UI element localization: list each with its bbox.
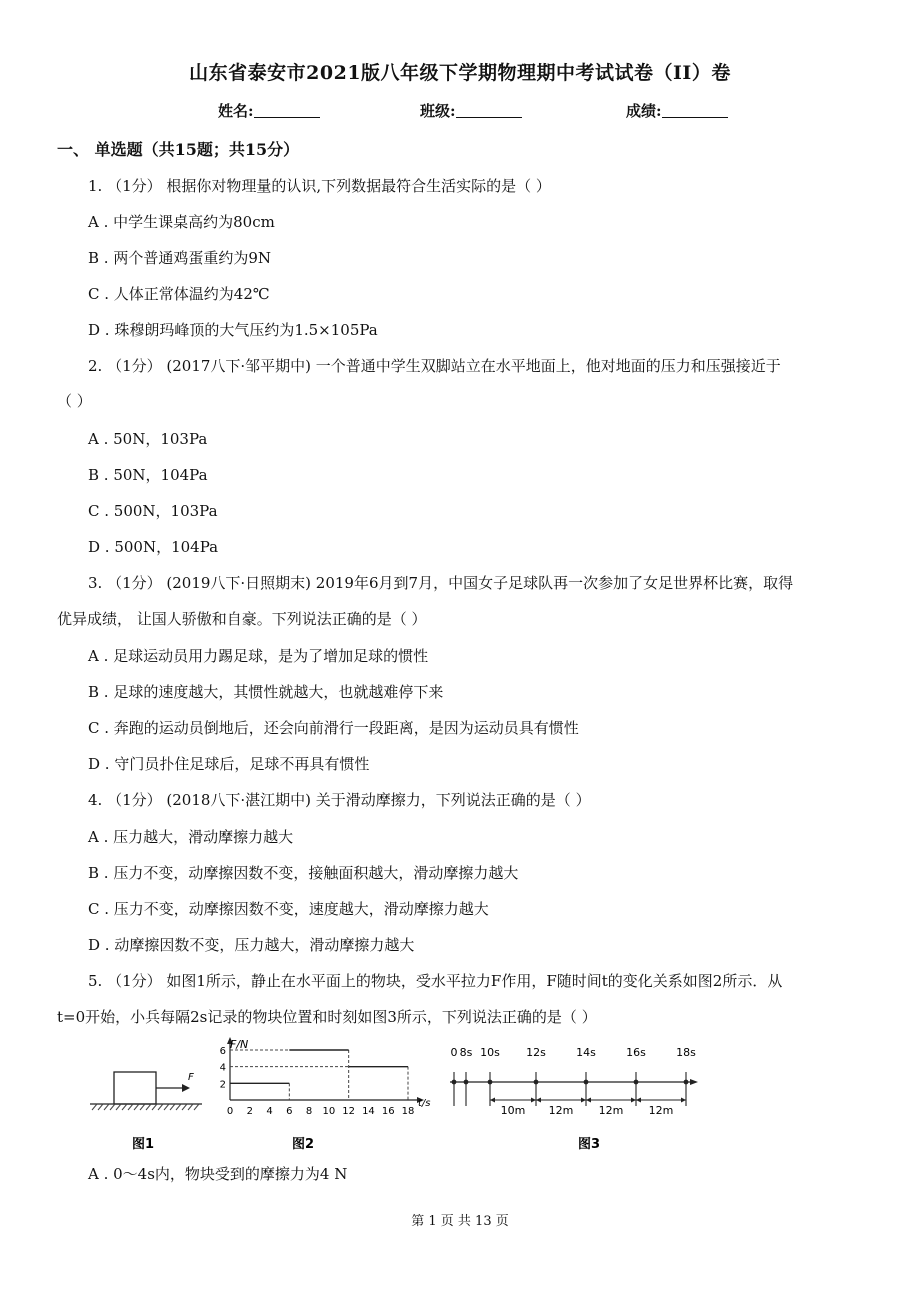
y-tick-label: 4 — [219, 1062, 226, 1074]
question-3-option-b: B . 足球的速度越大，其惯性就越大，也就越难停下来 — [88, 683, 444, 701]
figure-3 — [444, 1036, 706, 1156]
question-1-stem: 1. （1分） 根据你对物理量的认识,下列数据最符合生活实际的是（ ） — [88, 177, 551, 195]
y-tick-label: 2 — [219, 1079, 226, 1091]
x-axis-label: t/s — [418, 1098, 431, 1109]
class-field — [420, 100, 522, 121]
question-3-option-d: D . 守门员扑住足球后，足球不再具有惯性 — [88, 755, 370, 773]
question-2-stem-cont: （ ） — [57, 392, 92, 410]
x-tick-label: 12 — [342, 1106, 356, 1117]
bracket-arrow-left — [586, 1098, 591, 1103]
question-2-option-a: A . 50N，103Pa — [88, 430, 208, 448]
bracket-arrow-right — [531, 1098, 536, 1103]
class-label: 班级: — [420, 102, 456, 120]
bracket-arrow-left — [490, 1098, 495, 1103]
x-tick-label: 8 — [305, 1106, 313, 1117]
time-label: 8s — [459, 1046, 473, 1059]
question-2-option-b: B . 50N，104Pa — [88, 466, 208, 484]
position-dot — [488, 1080, 493, 1085]
chart-tick-labels — [220, 1046, 415, 1117]
x-tick-label: 6 — [286, 1106, 293, 1117]
question-5-option-a: A . 0～4s内，物块受到的摩擦力为4 N — [88, 1165, 348, 1183]
x-tick-label: 10 — [322, 1106, 336, 1117]
bracket-arrow-right — [631, 1098, 636, 1103]
question-4-option-a: A . 压力越大，滑动摩擦力越大 — [88, 828, 294, 846]
question-2-option-c: C . 500N，103Pa — [88, 502, 218, 520]
question-5-stem: 5. （1分） 如图1所示，静止在水平面上的物块，受水平拉力F作用，F随时间t的变化关系如图2所示．从 — [88, 972, 783, 990]
time-label: 12s — [526, 1046, 546, 1059]
figure-2-chart — [208, 1036, 433, 1156]
x-tick-label: 14 — [362, 1106, 375, 1117]
distance-label: 12m — [598, 1104, 624, 1117]
force-arrow-head — [182, 1084, 190, 1092]
question-1-option-b: B . 两个普通鸡蛋重约为9N — [88, 249, 271, 267]
score-label: 成绩: — [626, 102, 662, 120]
score-blank — [662, 103, 728, 118]
position-dot — [584, 1080, 589, 1085]
page-title: 山东省泰安市2021版八年级下学期物理期中考试试卷（II）卷 — [189, 62, 731, 84]
question-1-option-d: D . 珠穆朗玛峰顶的大气压约为1.5×105Pa — [88, 321, 378, 339]
bracket-arrow-right — [681, 1098, 686, 1103]
question-3-stem-cont: 优异成绩， 让国人骄傲和自豪。下列说法正确的是（ ） — [57, 610, 427, 628]
question-2-option-d: D . 500N，104Pa — [88, 538, 219, 556]
distance-label: 10m — [500, 1104, 526, 1117]
page-footer: 第 1 页 共 13 页 — [411, 1214, 509, 1229]
question-5-stem-cont: t=0开始，小兵每隔2s记录的物块位置和时刻如图3所示，下列说法正确的是（ ） — [57, 1008, 597, 1026]
block — [114, 1072, 156, 1104]
question-4-option-c: C . 压力不变，动摩擦因数不变，速度越大，滑动摩擦力越大 — [88, 900, 489, 918]
score-field — [626, 100, 728, 121]
chart-guide-lines — [230, 1050, 408, 1100]
x-tick-label: 18 — [401, 1106, 415, 1117]
x-tick-label: 2 — [246, 1106, 253, 1117]
question-3-stem: 3. （1分） (2019八下·日照期末) 2019年6月到7月，中国女子足球队再一次参加了女足世界杯比赛，取得 — [88, 574, 794, 592]
question-2-stem: 2. （1分） (2017八下·邹平期中) 一个普通中学生双脚站立在水平地面上，他对地面的压力和压强接近于 — [88, 357, 781, 375]
bracket-arrow-right — [581, 1098, 586, 1103]
question-1-option-a: A . 中学生课桌高约为80cm — [88, 213, 275, 231]
question-4-option-b: B . 压力不变，动摩擦因数不变，接触面积越大，滑动摩擦力越大 — [88, 864, 519, 882]
surface-hatching — [92, 1104, 199, 1110]
name-field — [218, 100, 320, 121]
position-dot — [464, 1080, 469, 1085]
distance-label: 12m — [548, 1104, 574, 1117]
time-label: 14s — [576, 1046, 596, 1059]
figure-3-caption: 图3 — [578, 1137, 601, 1152]
track-arrow — [690, 1079, 698, 1085]
bracket-arrow-left — [536, 1098, 541, 1103]
x-tick-label: 0 — [226, 1106, 234, 1117]
chart-axes — [227, 1037, 424, 1103]
figure-1-caption: 图1 — [132, 1137, 155, 1152]
question-3-option-a: A . 足球运动员用力踢足球，是为了增加足球的惯性 — [88, 647, 429, 665]
figure-1 — [86, 1060, 206, 1155]
time-label: 10s — [480, 1046, 500, 1059]
position-dot — [534, 1080, 539, 1085]
x-tick-label: 16 — [381, 1106, 395, 1117]
time-label: 18s — [676, 1046, 696, 1059]
y-tick-label: 6 — [219, 1046, 226, 1057]
question-1-option-c: C . 人体正常体温约为42℃ — [88, 285, 270, 303]
question-3-option-c: C . 奔跑的运动员倒地后，还会向前滑行一段距离，是因为运动员具有惯性 — [88, 719, 579, 737]
name-blank — [254, 103, 320, 118]
distance-label: 12m — [648, 1104, 674, 1117]
time-label: 0 — [450, 1046, 458, 1059]
time-label: 16s — [626, 1046, 646, 1059]
position-dot — [634, 1080, 639, 1085]
question-4-stem: 4. （1分） (2018八下·湛江期中) 关于滑动摩擦力，下列说法正确的是（ ） — [88, 791, 591, 809]
class-blank — [456, 103, 522, 118]
bracket-arrow-left — [636, 1098, 641, 1103]
position-dot — [684, 1080, 689, 1085]
x-tick-label: 4 — [266, 1106, 273, 1117]
name-label: 姓名: — [218, 102, 254, 120]
figure-2-caption: 图2 — [292, 1137, 315, 1152]
section-heading: 一、 单选题（共15题；共15分） — [57, 140, 300, 159]
y-axis-label: F/N — [230, 1038, 249, 1051]
force-label: F — [188, 1072, 194, 1083]
question-4-option-d: D . 动摩擦因数不变，压力越大，滑动摩擦力越大 — [88, 936, 415, 954]
position-dot — [452, 1080, 457, 1085]
timeline — [450, 1046, 698, 1117]
